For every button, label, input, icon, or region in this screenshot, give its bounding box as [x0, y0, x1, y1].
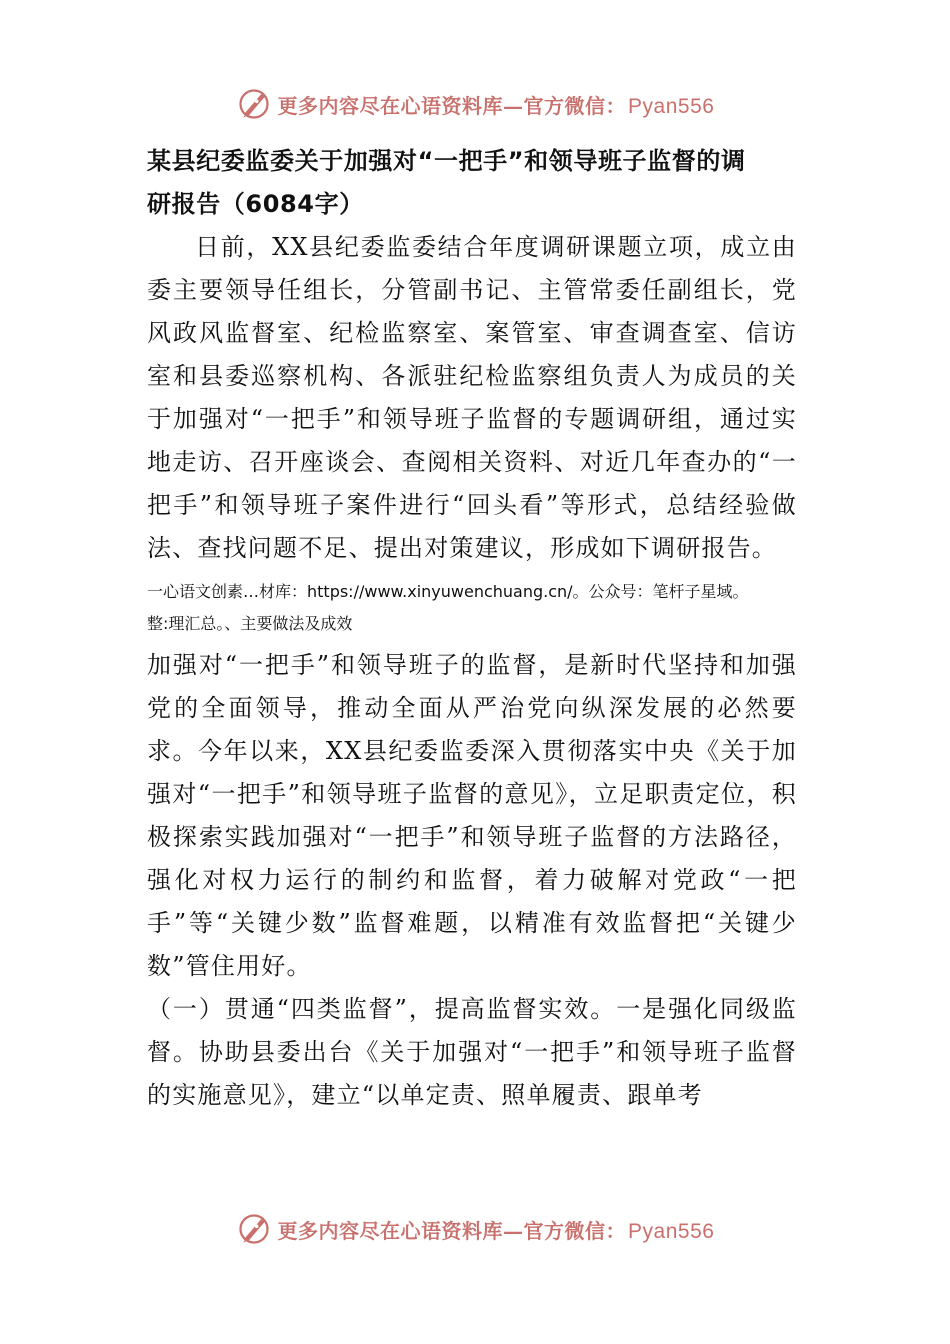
banner-wechat-id: Pyan556	[628, 1219, 715, 1243]
footer-banner	[0, 1209, 950, 1249]
document-title-line-2: 研报告（6084字）	[147, 190, 364, 218]
banner-wechat-id: Pyan556	[628, 94, 715, 118]
source-note-line-2: 整:理汇总。、主要做法及成效	[147, 614, 353, 633]
banner-text	[278, 90, 715, 119]
banner-label: 更多内容尽在心语资料库—官方微信：	[277, 1218, 627, 1243]
pen-logo-icon	[236, 1211, 272, 1247]
document-title-line-1: 某县纪委监委关于加强对“一把手”和领导班子监督的调	[147, 147, 746, 175]
source-note-line-1: 一心语文创素…材库：https://www.xinyuwenchuang.cn/。公众号：笔杆子星域。	[147, 582, 749, 601]
document-body	[147, 140, 797, 1117]
source-note	[147, 576, 797, 640]
intro-paragraph: 日前，XX县纪委监委结合年度调研课题立项，成立由委主要领导任组长，分管副书记、主管常委任副组长，党风政风监督室、纪检监察室、案管室、审查调查室、信访室和县委巡察机构、各派驻纪检监察组负责人为成员的关于加强对“一把手”和领导班子监督的专题调研组，通过实地走访、召开座谈会、查阅相关资料、对近几年查办的“一把手”和领导班子案件进行“回头看”等形式，总结经验做法、查找问题不足、提出对策建议，形成如下调研报告。	[147, 233, 797, 562]
banner-label: 更多内容尽在心语资料库—官方微信：	[277, 93, 627, 118]
banner-text	[278, 1215, 715, 1244]
header-banner	[0, 84, 950, 124]
body-paragraph-3: （一）贯通“四类监督”，提高监督实效。一是强化同级监督。协助县委出台《关于加强对“一把手”和领导班子监督的实施意见》，建立“以单定责、照单履责、跟单考	[147, 995, 797, 1109]
body-paragraph-2: 加强对“一把手”和领导班子的监督，是新时代坚持和加强党的全面领导，推动全面从严治党向纵深发展的必然要求。今年以来，XX县纪委监委深入贯彻落实中央《关于加强对“一把手”和领导班子监督的意见》，立足职责定位，积极探索实践加强对“一把手”和领导班子监督的方法路径，强化对权力运行的制约和监督，着力破解对党政“一把手”等“关键少数”监督难题，以精准有效监督把“关键少数”管住用好。	[147, 651, 797, 980]
pen-logo-icon	[236, 86, 272, 122]
